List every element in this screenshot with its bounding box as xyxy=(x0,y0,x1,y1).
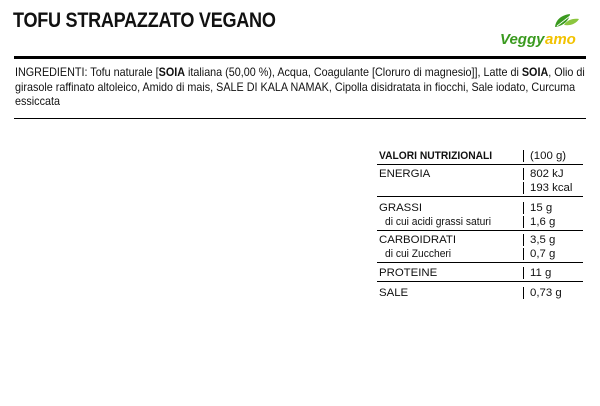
table-row xyxy=(377,197,583,214)
nutrient-label: GRASSI xyxy=(379,202,423,214)
veggyamo-logo xyxy=(500,11,586,51)
nutrient-value: 1,6 g xyxy=(523,216,583,228)
nutrient-label: ENERGIA xyxy=(379,168,431,180)
nutrition-header-value: (100 g) xyxy=(523,150,583,162)
product-title: TOFU STRAPAZZATO VEGANO xyxy=(13,9,276,32)
allergen-soia: SOIA xyxy=(158,66,186,79)
nutrition-header-label: VALORI NUTRIZIONALI xyxy=(379,150,493,162)
nutrition-table xyxy=(377,150,583,303)
nutrient-value: 193 kcal xyxy=(523,182,583,194)
logo-text-yellow: amo xyxy=(545,31,576,48)
table-row xyxy=(377,165,583,180)
table-row xyxy=(377,180,583,197)
nutrient-value: 3,5 g xyxy=(523,234,583,246)
nutrition-header-row xyxy=(377,150,583,165)
nutrient-label xyxy=(377,182,523,194)
nutrient-label: PROTEINE xyxy=(379,267,438,279)
nutrient-label: SALE xyxy=(379,287,409,299)
ingredients-text xyxy=(15,66,587,110)
nutrient-label: di cui acidi grassi saturi xyxy=(385,216,491,228)
middle-divider xyxy=(14,118,586,119)
table-row xyxy=(377,263,583,282)
ingredients-part: Tofu naturale [ xyxy=(87,66,159,79)
ingredients-label: INGREDIENTI: xyxy=(15,66,88,79)
leaf-icon xyxy=(555,14,579,27)
nutrient-value: 0,73 g xyxy=(523,287,583,299)
table-row xyxy=(377,214,583,231)
logo-text-green: Veggy xyxy=(500,31,545,48)
nutrient-value: 11 g xyxy=(523,267,583,279)
nutrient-value: 0,7 g xyxy=(523,248,583,260)
table-row xyxy=(377,231,583,246)
table-row xyxy=(377,246,583,263)
table-row xyxy=(377,282,583,303)
allergen-soia: SOIA xyxy=(521,66,549,79)
nutrient-value: 802 kJ xyxy=(523,168,583,180)
top-divider xyxy=(14,56,586,59)
nutrient-value: 15 g xyxy=(523,202,583,214)
ingredients-part: , Olio di girasole raffinato altoleico, Amido di mais, SALE DI KALA NAMAK, Cipolla disidratata in fiocchi, Sale iodato, Curcuma essiccata xyxy=(15,66,585,108)
nutrient-label: di cui Zuccheri xyxy=(385,248,452,260)
ingredients-part: italiana (50,00 %), Acqua, Coagulante [Cloruro di magnesio]], Latte di xyxy=(185,66,522,79)
nutrient-label: CARBOIDRATI xyxy=(379,234,456,246)
